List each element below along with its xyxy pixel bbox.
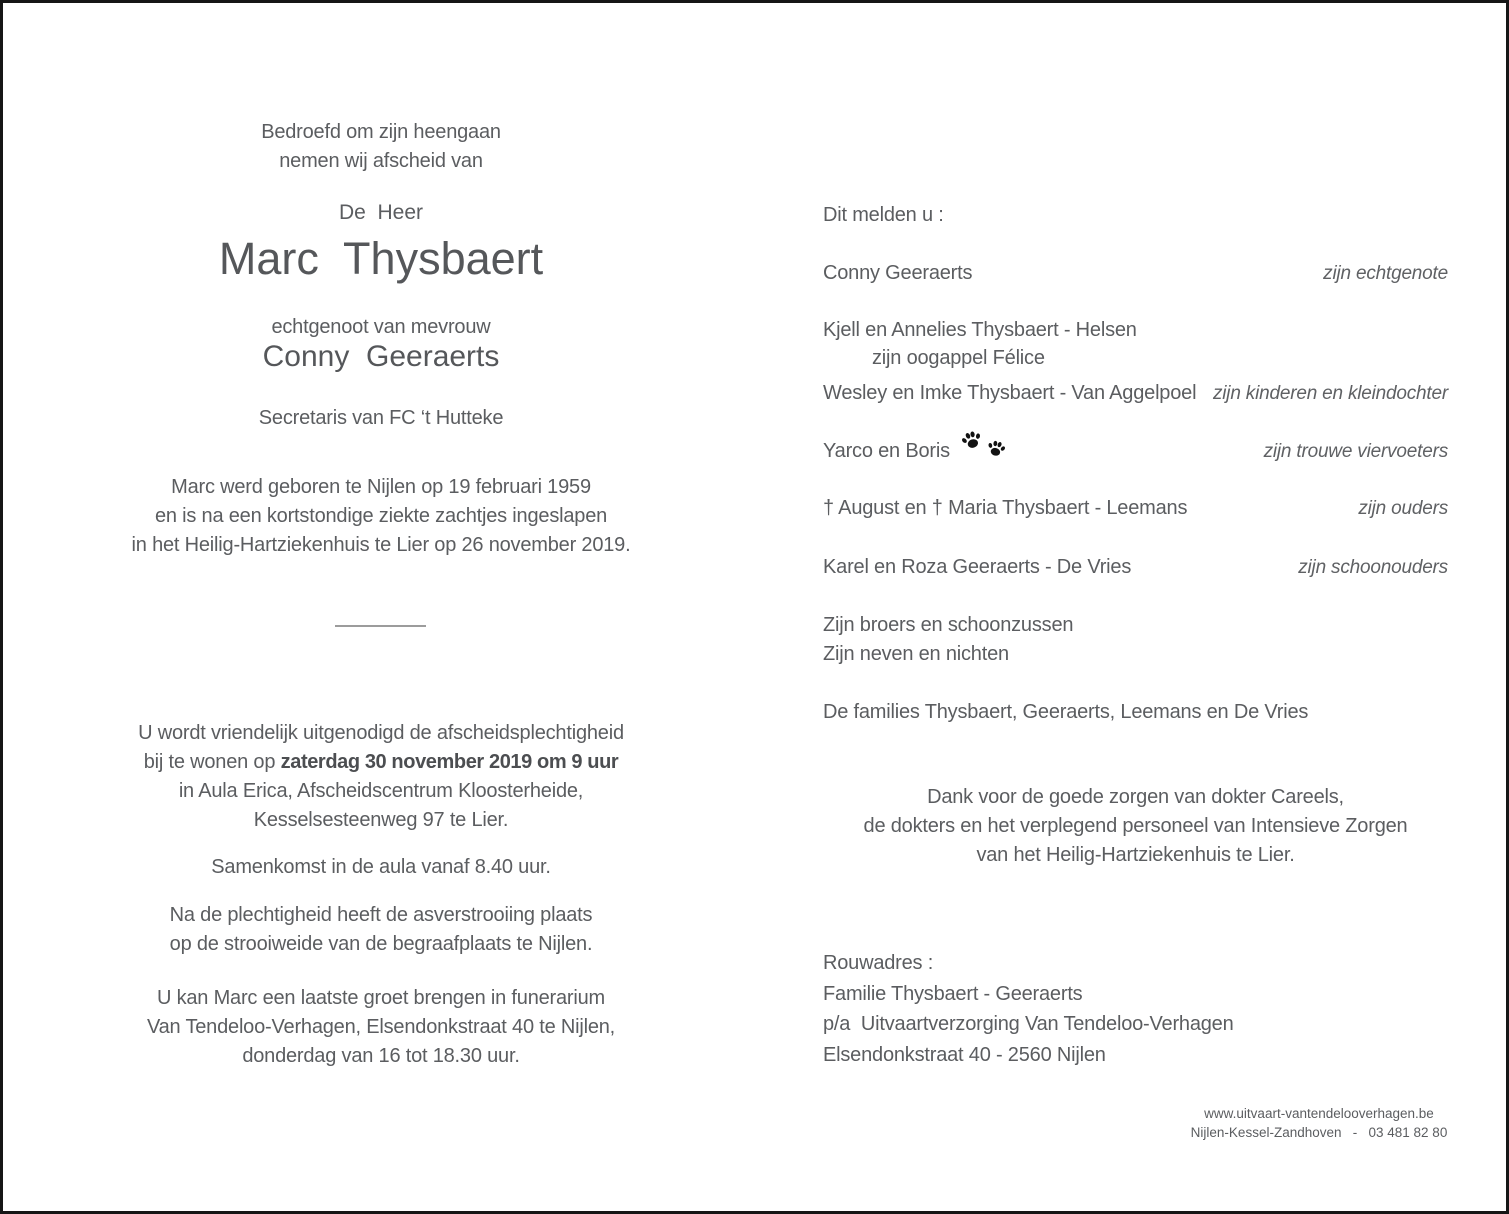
announcer-name-with-paws xyxy=(823,436,1006,466)
visit-line-2: Van Tendeloo-Verhagen, Elsendonkstraat 40 te Nijlen, xyxy=(146,1016,616,1038)
life-line-1: Marc werd geboren te Nijlen op 19 februari 1959 xyxy=(171,476,591,498)
announcer-relation: zijn ouders xyxy=(1358,498,1448,519)
announcer-row-oogappel: zijn oogappel Félice xyxy=(872,347,1045,369)
undertaker-locations-phone: Nijlen-Kessel-Zandhoven - 03 481 82 80 xyxy=(1190,1125,1448,1140)
undertaker-website: www.uitvaart-vantendelooverhagen.be xyxy=(1204,1106,1434,1121)
mourning-address-line-2: p/a Uitvaartverzorging Van Tendeloo-Verhagen xyxy=(823,1013,1234,1035)
announcer-relation: zijn trouwe viervoeters xyxy=(1263,441,1448,462)
gathering-line: Samenkomst in de aula vanaf 8.40 uur. xyxy=(211,856,551,878)
announcer-row-inlaws xyxy=(823,553,1448,582)
deceased-name: Marc Thysbaert xyxy=(218,233,544,284)
paw-print-icon xyxy=(985,437,1008,460)
invitation-line-2-regular: bij te wonen op xyxy=(143,751,281,773)
ash-scattering-paragraph xyxy=(71,901,691,959)
visit-line-1: U kan Marc een laatste groet brengen in funerarium xyxy=(156,987,606,1009)
invitation-line-2 xyxy=(71,748,691,777)
invitation-line-1: U wordt vriendelijk uitgenodigd de afscheidsplechtigheid xyxy=(138,722,624,744)
paw-print-icon xyxy=(958,427,984,453)
paw-prints-icon xyxy=(964,438,1006,459)
visit-line-3: donderdag van 16 tot 18.30 uur. xyxy=(242,1045,520,1067)
intro-line-1: Bedroefd om zijn heengaan xyxy=(261,121,501,143)
visitation-paragraph xyxy=(71,984,691,1071)
announcer-row-parents xyxy=(823,494,1448,523)
announcer-name: Conny Geeraerts xyxy=(823,262,973,284)
spouse-intro: echtgenoot van mevrouw xyxy=(271,316,491,338)
thanks-line-1: Dank voor de goede zorgen van dokter Careels, xyxy=(927,786,1344,808)
intro-text xyxy=(71,118,691,176)
announcer-name: Karel en Roza Geeraerts - De Vries xyxy=(823,556,1132,578)
announcer-relation: zijn echtgenote xyxy=(1323,263,1448,284)
intro-line-2: nemen wij afscheid van xyxy=(279,150,483,172)
life-line-2: en is na een kortstondige ziekte zachtjes ingeslapen xyxy=(154,505,608,527)
announcer-name: Yarco en Boris xyxy=(823,440,950,462)
thanks-paragraph xyxy=(823,783,1448,870)
ceremony-datetime: zaterdag 30 november 2019 om 9 uur xyxy=(280,751,619,773)
siblings-lines xyxy=(823,611,1448,669)
mourning-address-label: Rouwadres : xyxy=(823,952,934,974)
announcer-relation: zijn schoonouders xyxy=(1298,557,1448,578)
announcer-relation: zijn kinderen en kleindochter xyxy=(1212,383,1448,404)
announcers-header: Dit melden u : xyxy=(823,204,944,226)
announcer-name: † August en † Maria Thysbaert - Leemans xyxy=(823,497,1188,519)
scatter-line-2: op de strooiweide van de begraafplaats te Nijlen. xyxy=(169,933,593,955)
undertaker-footer xyxy=(1136,1104,1502,1142)
siblings-line-1: Zijn broers en schoonzussen xyxy=(823,614,1074,636)
mourning-address-line-1: Familie Thysbaert - Geeraerts xyxy=(823,982,1083,1005)
section-divider xyxy=(335,625,426,627)
invitation-line-3: in Aula Erica, Afscheidscentrum Kloosterheide, xyxy=(178,780,584,802)
invitation-paragraph xyxy=(71,719,691,835)
mourning-address-line-3: Elsendonkstraat 40 - 2560 Nijlen xyxy=(823,1043,1106,1066)
salutation: De Heer xyxy=(338,201,424,224)
thanks-line-3: van het Heilig-Hartziekenhuis te Lier. xyxy=(976,844,1295,866)
life-line-3: in het Heilig-Hartziekenhuis te Lier op 26 november 2019. xyxy=(131,534,631,556)
scatter-line-1: Na de plechtigheid heeft de asverstrooiing plaats xyxy=(169,904,593,926)
announcer-row-spouse xyxy=(823,259,1448,288)
announcer-row-kjell: Kjell en Annelies Thysbaert - Helsen xyxy=(823,319,1137,341)
spouse-name: Conny Geeraerts xyxy=(262,340,500,373)
announcer-row-pets xyxy=(823,436,1448,466)
role-line: Secretaris van FC ‘t Hutteke xyxy=(258,407,504,429)
siblings-line-2: Zijn neven en nichten xyxy=(823,643,1009,665)
announcer-name: Wesley en Imke Thysbaert - Van Aggelpoel xyxy=(823,382,1197,404)
life-paragraph xyxy=(71,473,691,560)
invitation-line-4: Kesselsesteenweg 97 te Lier. xyxy=(253,809,509,831)
mourning-address-block xyxy=(823,948,1448,1070)
families-line: De families Thysbaert, Geeraerts, Leemans en De Vries xyxy=(823,701,1309,723)
announcer-row-wesley xyxy=(823,379,1448,408)
thanks-line-2: de dokters en het verplegend personeel van Intensieve Zorgen xyxy=(863,815,1408,837)
